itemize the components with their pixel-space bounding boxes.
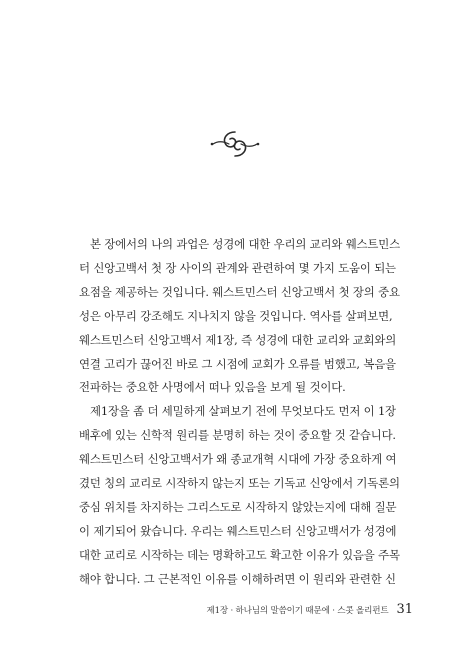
flourish-ornament-icon — [209, 126, 261, 162]
text-line: 배후에 있는 신학적 원리를 분명히 하는 것이 중요할 것 같습니다. — [79, 428, 396, 443]
running-title: 제1장 · 하나님의 말씀이기 때문에 · 스콧 올리펀트 — [206, 606, 389, 616]
text-line: 이 제기되어 왔습니다. 우리는 웨스트민스터 신앙고백서가 성경에 — [79, 523, 397, 538]
text-line: 해야 합니다. 그 근본적인 이유를 이해하려면 이 원리와 관련한 신 — [79, 571, 396, 586]
text-line: 성은 아무리 강조해도 지나치지 않을 것입니다. 역사를 살펴보면, — [79, 308, 393, 323]
text-line: 터 신앙고백서 첫 장 사이의 관계와 관련하여 몇 가지 도움이 되는 — [79, 260, 396, 275]
text-line: 전파하는 중요한 사명에서 떠나 있음을 보게 될 것이다. — [79, 380, 346, 395]
text-line: 대한 교리로 시작하는 데는 명확하고도 확고한 이유가 있음을 주목 — [79, 547, 400, 562]
page-number: 31 — [396, 602, 413, 617]
paragraph — [79, 233, 403, 400]
text-line: 본 장에서의 나의 과업은 성경에 대한 우리의 교리와 웨스트민스 — [90, 237, 400, 251]
text-line: 웨스트민스터 신앙고백서가 왜 종교개혁 시대에 가장 중요하게 여 — [79, 452, 397, 467]
chapter-body — [79, 233, 403, 592]
text-line: 겼던 칭의 교리로 시작하지 않는지 또는 기독교 신앙에서 기독론의 — [79, 476, 400, 491]
text-line: 웨스트민스터 신앙고백서 제1장, 즉 성경에 대한 교리와 교회와의 — [79, 332, 397, 347]
paragraph — [79, 400, 403, 591]
text-line: 연결 고리가 끊어진 바로 그 시점에 교회가 오류를 범했고, 복음을 — [79, 356, 396, 371]
text-line: 제1장을 좀 더 세밀하게 살펴보기 전에 무엇보다도 먼저 이 1장 — [90, 404, 396, 419]
text-line: 요점을 제공하는 것입니다. 웨스트민스터 신앙고백서 첫 장의 중요 — [79, 284, 400, 299]
text-line: 중심 위치를 차지하는 그리스도로 시작하지 않았는지에 대해 질문 — [79, 499, 397, 514]
page-footer — [206, 602, 413, 617]
